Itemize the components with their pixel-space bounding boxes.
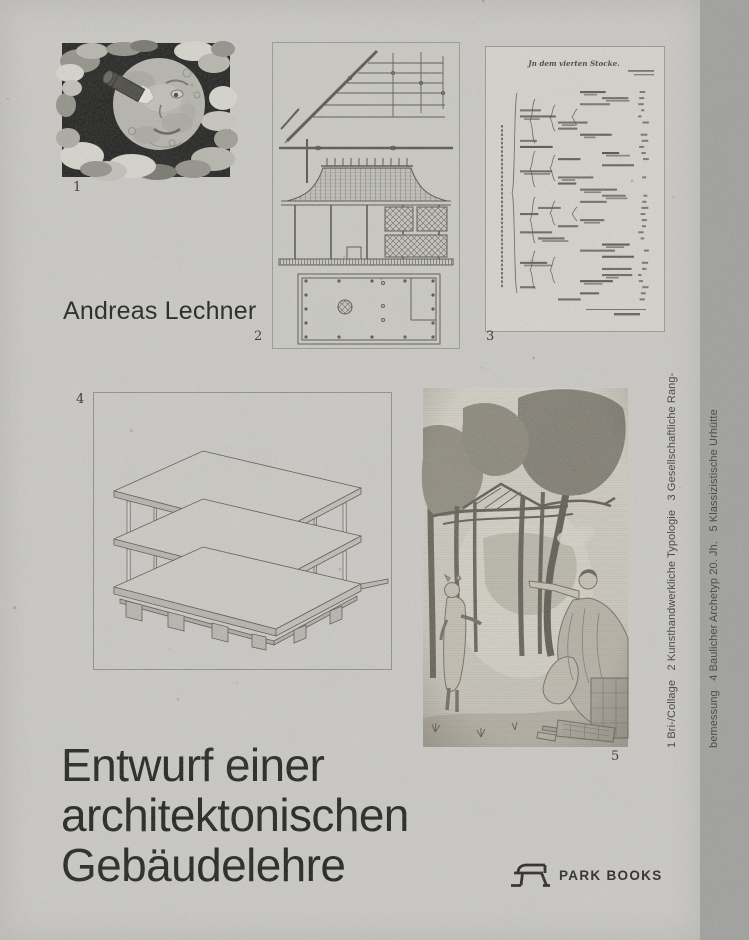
table-rows xyxy=(501,91,649,301)
table-heading: Jn dem vierten Stocke. xyxy=(528,59,620,68)
title-line-2: architektonischen xyxy=(61,789,409,841)
title-line-3: Gebäudelehre xyxy=(61,839,346,891)
caption-line-2: bemessung 4 Baulicher Archetyp 20. Jh. 5 Klassizistische Urhütte xyxy=(708,409,720,748)
figure-rank-table-document xyxy=(485,46,665,332)
author-name: Andreas Lechner xyxy=(63,297,257,325)
domino-structure xyxy=(114,451,388,650)
figure-hut-construction-drawing xyxy=(272,42,460,349)
hut-elevation xyxy=(279,158,453,265)
publisher-wordmark: PARK BOOKS xyxy=(559,868,663,883)
figure-number-5: 5 xyxy=(611,749,620,764)
vertical-caption xyxy=(637,372,720,748)
moon-face xyxy=(113,58,205,150)
figure-domino-frame-drawing xyxy=(93,392,392,670)
figure-number-4: 4 xyxy=(76,392,85,407)
park-books-logo xyxy=(510,862,550,888)
figure-moon-film-still xyxy=(62,43,230,177)
book-title xyxy=(61,740,409,890)
figure-number-3: 3 xyxy=(486,329,495,344)
figure-primitive-hut-engraving xyxy=(423,388,628,747)
title-line-1: Entwurf einer xyxy=(61,739,325,791)
caption-line-1: 1 Bri-/Collage 2 Kunsthandwerkliche Typologie 3 Gesellschaftliche Rang- xyxy=(666,372,678,748)
figure-number-2: 2 xyxy=(254,329,263,344)
figure-number-1: 1 xyxy=(73,180,82,195)
park-bench-icon xyxy=(510,862,550,888)
hut-floor-plan xyxy=(298,274,440,344)
roof-framing-detail xyxy=(279,51,453,183)
